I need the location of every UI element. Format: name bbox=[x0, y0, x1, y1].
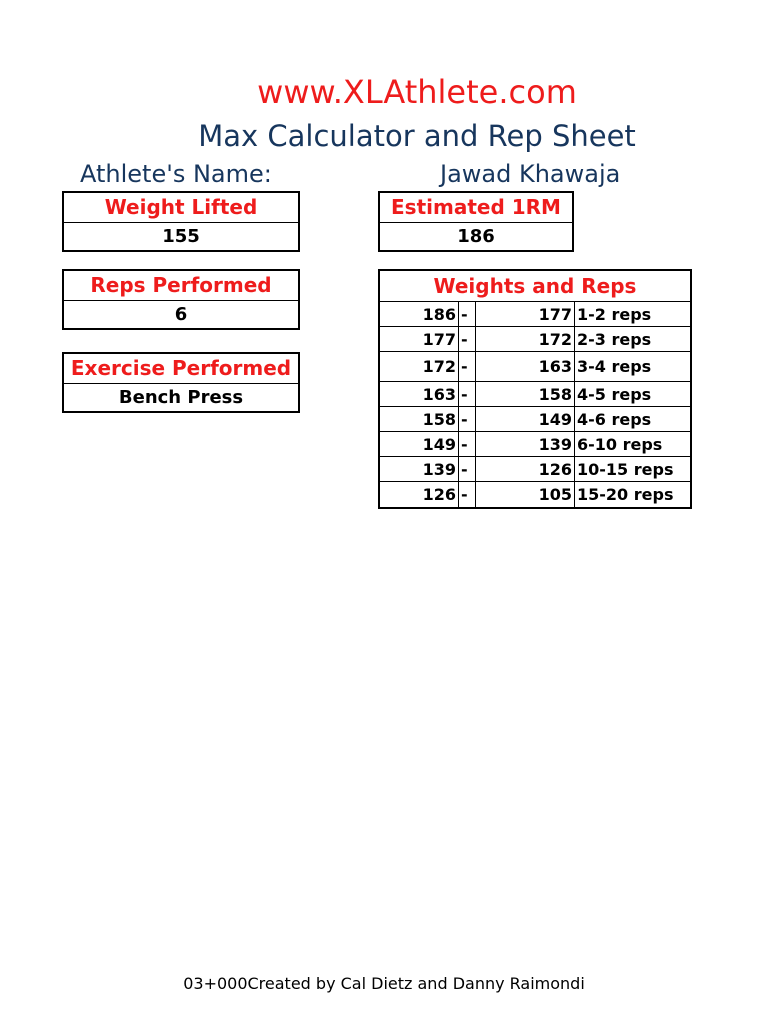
reps-performed-box bbox=[62, 269, 300, 330]
weight-low-cell: 163 bbox=[476, 352, 575, 381]
weight-low-cell: 105 bbox=[476, 482, 575, 507]
range-dash-cell: - bbox=[459, 457, 476, 481]
footer-credit: 03+000Created by Cal Dietz and Danny Raimondi bbox=[183, 974, 585, 993]
weight-low-cell: 139 bbox=[476, 432, 575, 456]
estimated-1rm-value: 186 bbox=[457, 226, 495, 247]
weights-and-reps-table bbox=[378, 269, 692, 509]
reps-range-cell: 1-2 reps bbox=[577, 305, 652, 324]
table-row bbox=[380, 457, 690, 482]
reps-range-cell: 4-6 reps bbox=[577, 410, 652, 429]
weight-high-cell: 186 bbox=[380, 302, 459, 326]
site-url-link[interactable]: www.XLAthlete.com bbox=[257, 73, 577, 111]
exercise-performed-label: Exercise Performed bbox=[70, 356, 292, 380]
estimated-1rm-box bbox=[378, 191, 574, 252]
table-row bbox=[380, 482, 690, 507]
range-dash-cell: - bbox=[459, 382, 476, 406]
athlete-name-value: Jawad Khawaja bbox=[440, 160, 621, 188]
weight-high-cell: 158 bbox=[380, 407, 459, 431]
weight-lifted-label: Weight Lifted bbox=[64, 193, 298, 223]
exercise-performed-label-cell bbox=[64, 354, 298, 384]
table-row bbox=[380, 382, 690, 407]
weight-low-cell: 149 bbox=[476, 407, 575, 431]
reps-range-cell: 6-10 reps bbox=[577, 435, 663, 454]
reps-performed-value: 6 bbox=[174, 304, 188, 325]
reps-range-cell: 10-15 reps bbox=[577, 460, 674, 479]
athlete-name-label: Athlete's Name: bbox=[80, 160, 272, 188]
range-dash-cell: - bbox=[459, 302, 476, 326]
table-row bbox=[380, 432, 690, 457]
reps-range-cell: 3-4 reps bbox=[577, 357, 652, 376]
weight-high-cell: 177 bbox=[380, 327, 459, 351]
exercise-performed-box bbox=[62, 352, 300, 413]
weight-high-cell: 139 bbox=[380, 457, 459, 481]
weight-lifted-value: 155 bbox=[162, 226, 200, 247]
reps-range-cell: 2-3 reps bbox=[577, 330, 652, 349]
table-row bbox=[380, 302, 690, 327]
weights-and-reps-rows bbox=[380, 302, 690, 507]
weight-high-cell: 172 bbox=[380, 352, 459, 381]
exercise-performed-value: Bench Press bbox=[118, 387, 244, 408]
weight-low-cell: 126 bbox=[476, 457, 575, 481]
weight-low-cell: 158 bbox=[476, 382, 575, 406]
weights-and-reps-title: Weights and Reps bbox=[380, 271, 690, 302]
range-dash-cell: - bbox=[459, 352, 476, 381]
reps-range-cell: 15-20 reps bbox=[577, 485, 674, 504]
weight-high-cell: 149 bbox=[380, 432, 459, 456]
weight-high-cell: 126 bbox=[380, 482, 459, 507]
range-dash-cell: - bbox=[459, 407, 476, 431]
page-title: Max Calculator and Rep Sheet bbox=[198, 119, 636, 153]
reps-performed-label: Reps Performed bbox=[64, 271, 298, 301]
weight-lifted-box bbox=[62, 191, 300, 252]
weight-low-cell: 172 bbox=[476, 327, 575, 351]
weight-high-cell: 163 bbox=[380, 382, 459, 406]
range-dash-cell: - bbox=[459, 482, 476, 507]
estimated-1rm-label: Estimated 1RM bbox=[380, 193, 572, 223]
range-dash-cell: - bbox=[459, 432, 476, 456]
table-row bbox=[380, 407, 690, 432]
table-row bbox=[380, 327, 690, 352]
reps-range-cell: 4-5 reps bbox=[577, 385, 652, 404]
table-row bbox=[380, 352, 690, 382]
range-dash-cell: - bbox=[459, 327, 476, 351]
weight-low-cell: 177 bbox=[476, 302, 575, 326]
